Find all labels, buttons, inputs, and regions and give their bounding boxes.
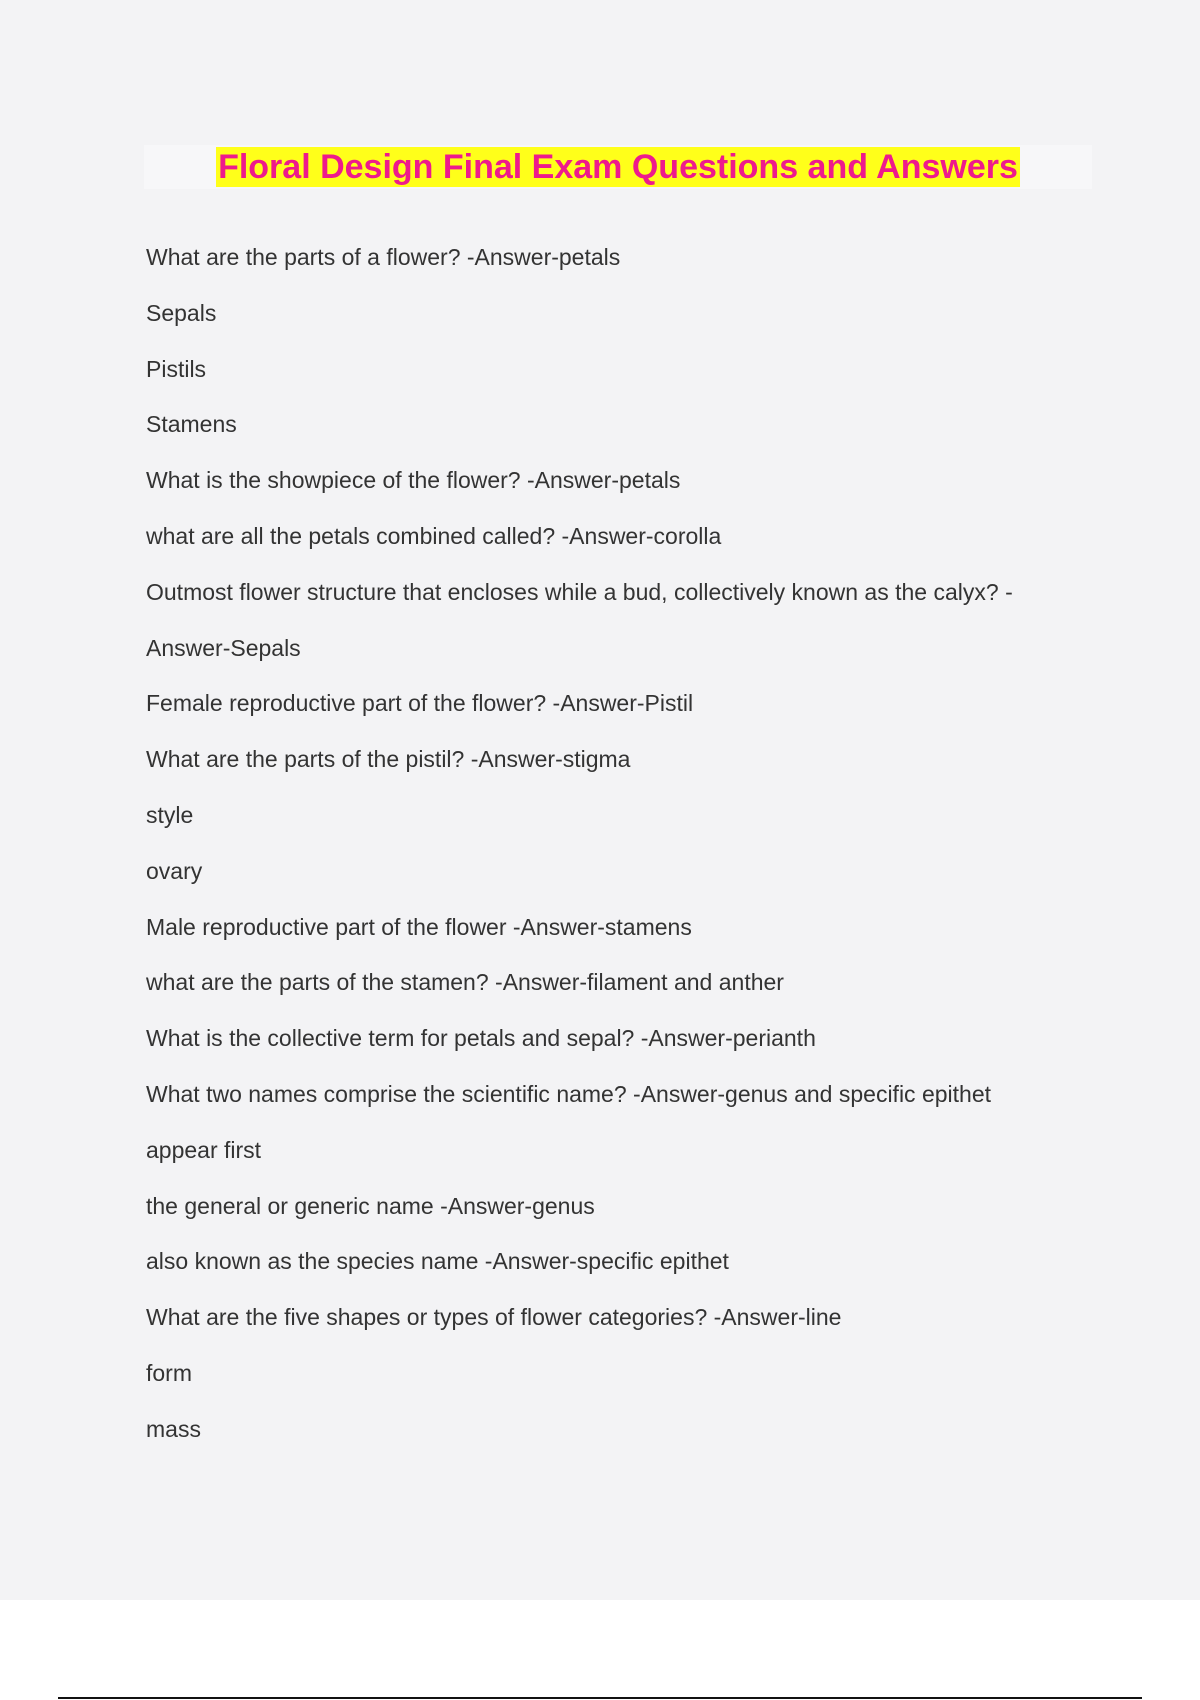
qa-line: Sepals — [146, 299, 217, 326]
qa-line: style — [146, 801, 194, 828]
qa-line: also known as the species name -Answer-specific epithet — [146, 1248, 729, 1275]
qa-line: the general or generic name -Answer-genus — [146, 1192, 595, 1219]
footer-divider — [58, 1697, 1142, 1699]
qa-line: What two names comprise the scientific name? -Answer-genus and specific epithet — [146, 1080, 992, 1107]
qa-line: What are the five shapes or types of flower categories? -Answer-line — [146, 1304, 842, 1331]
qa-line: what are all the petals combined called? -Answer-corolla — [146, 522, 722, 549]
qa-line: Answer-Sepals — [146, 634, 301, 661]
qa-line: Outmost flower structure that encloses while a bud, collectively known as the calyx? - — [146, 578, 1013, 605]
qa-line: What are the parts of the pistil? -Answer-stigma — [146, 746, 631, 773]
qa-line: ovary — [146, 857, 203, 884]
qa-line: Male reproductive part of the flower -Answer-stamens — [146, 913, 692, 940]
document-title: Floral Design Final Exam Questions and Answers — [218, 148, 1018, 186]
qa-line: What is the collective term for petals and sepal? -Answer-perianth — [146, 1025, 816, 1052]
qa-line: Stamens — [146, 411, 237, 438]
qa-line: appear first — [146, 1136, 262, 1163]
qa-line: what are the parts of the stamen? -Answer-filament and anther — [146, 969, 784, 996]
qa-line: Female reproductive part of the flower? -Answer-Pistil — [146, 690, 694, 717]
qa-line: What are the parts of a flower? -Answer-petals — [146, 244, 621, 270]
qa-line: Pistils — [146, 355, 207, 382]
qa-line: What is the showpiece of the flower? -Answer-petals — [146, 467, 681, 494]
title-band — [144, 145, 1092, 189]
qa-line: form — [146, 1359, 192, 1386]
qa-line: mass — [146, 1415, 201, 1442]
qa-list — [146, 240, 1086, 1468]
